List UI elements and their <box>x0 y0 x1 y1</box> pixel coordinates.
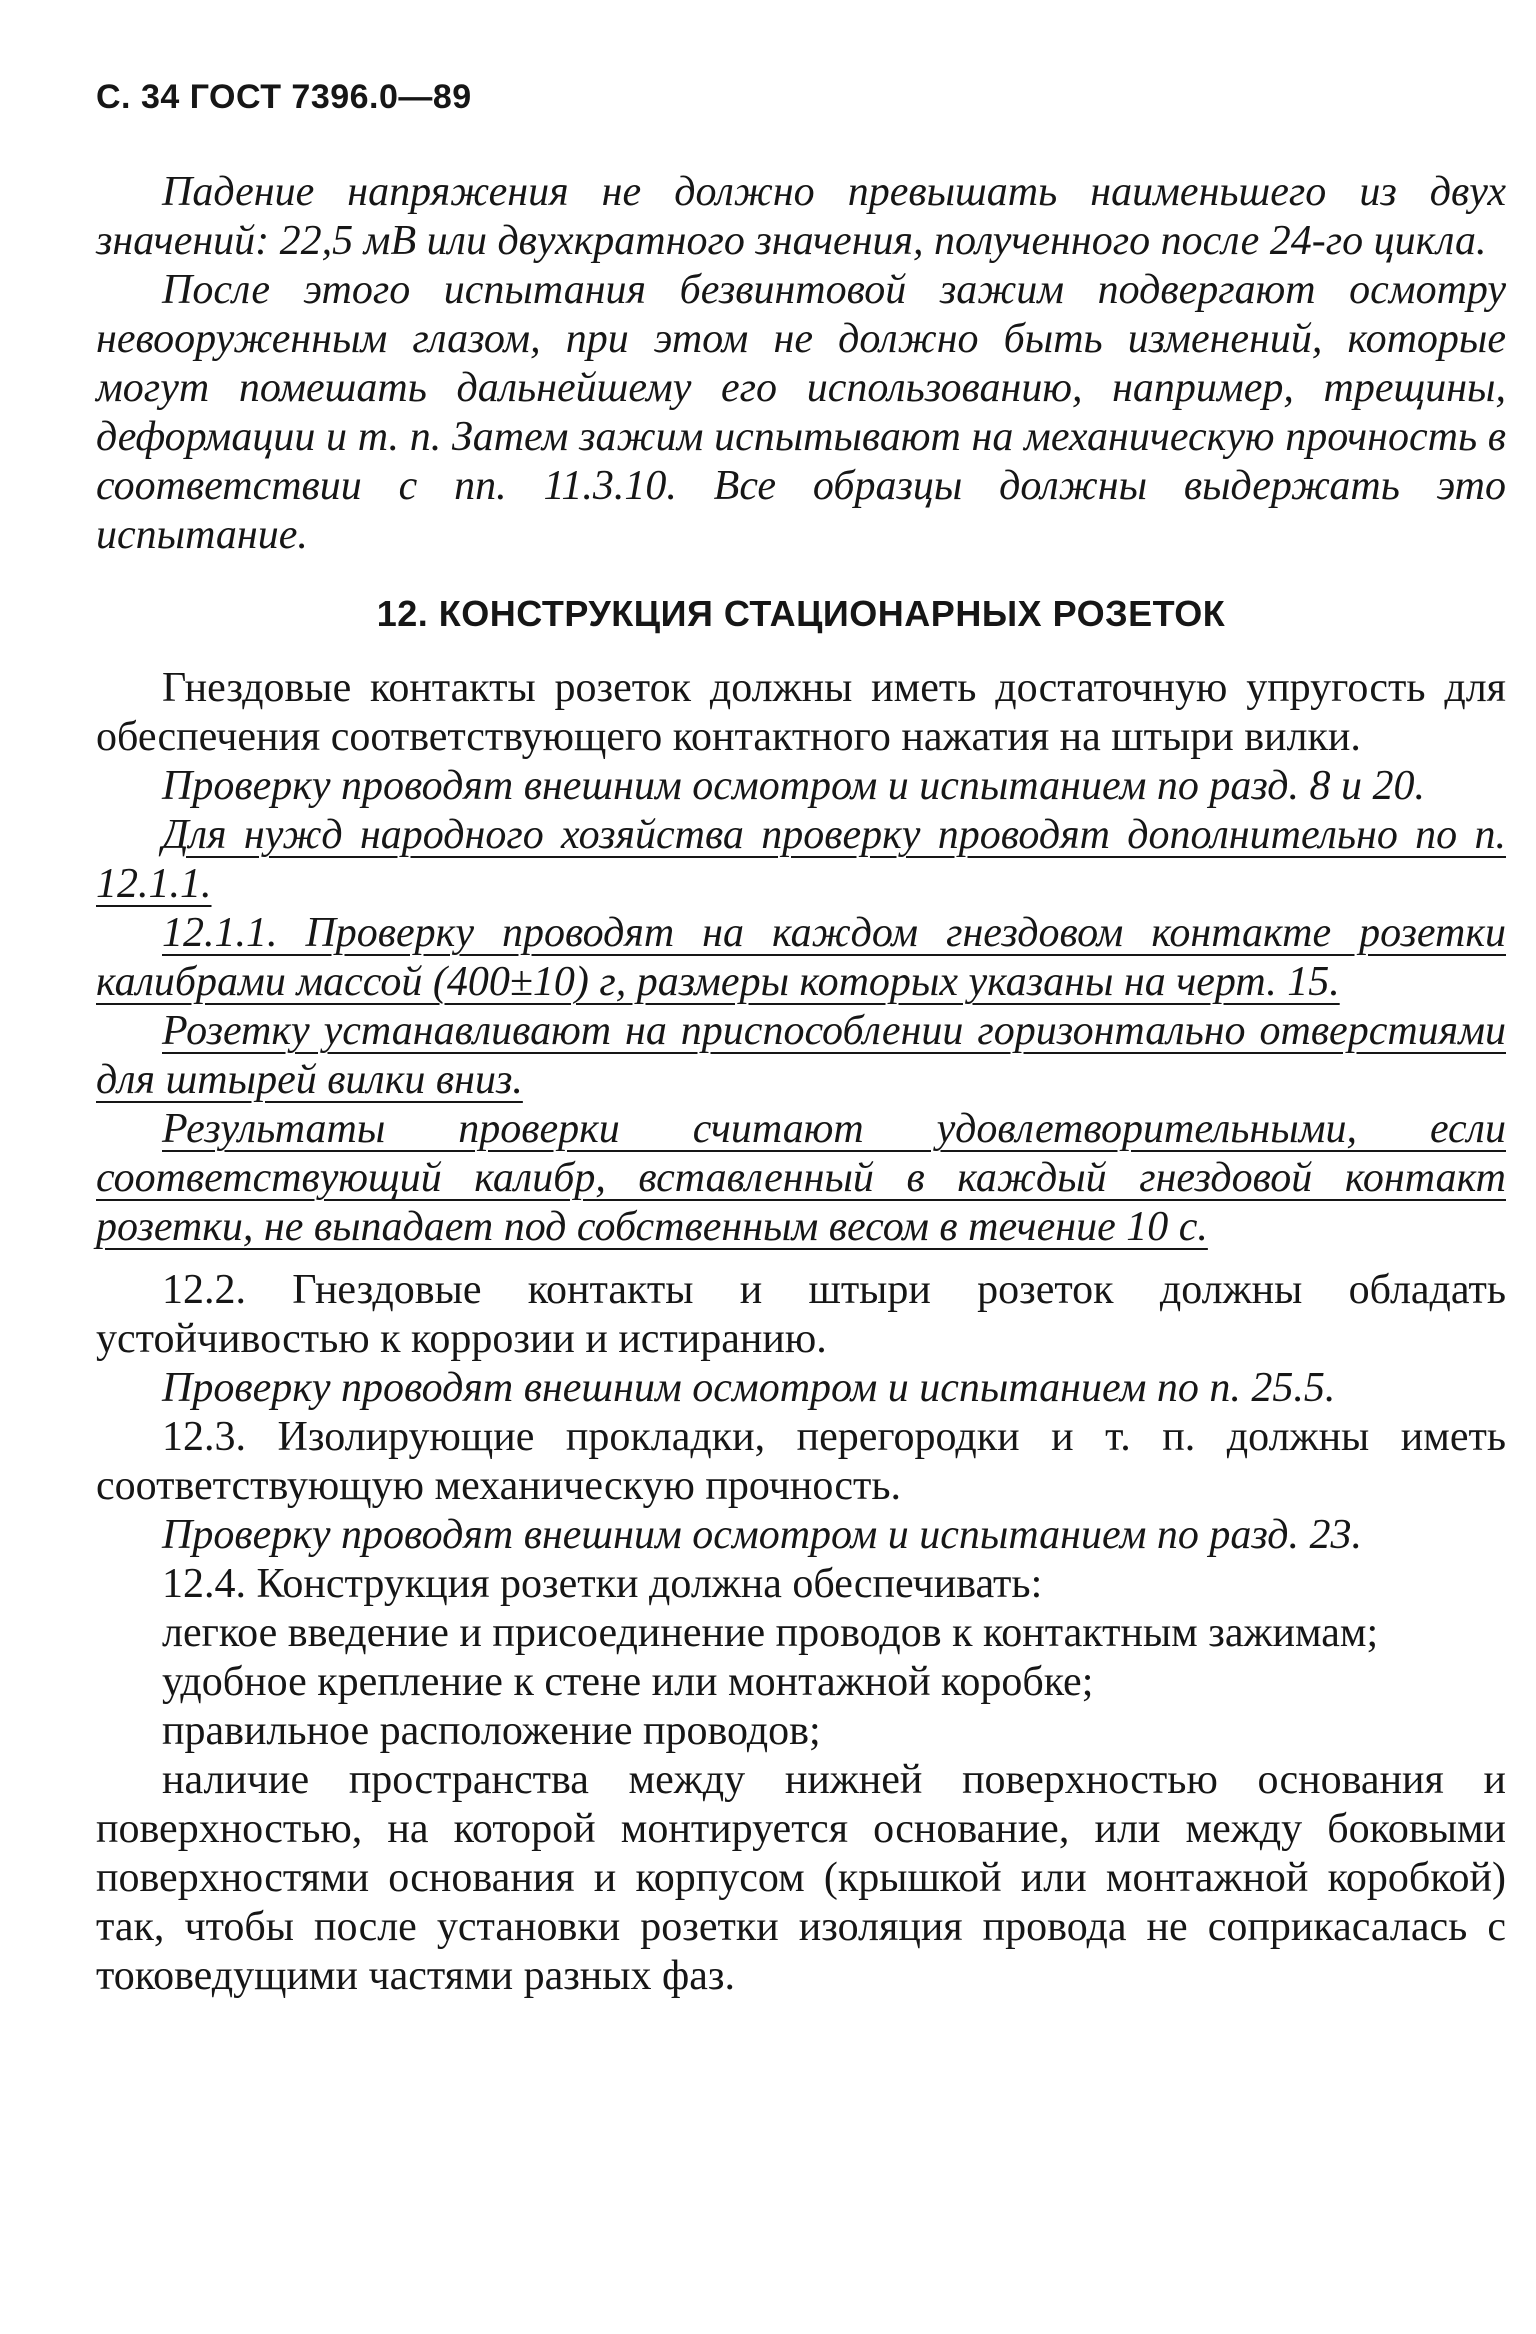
voltage-drop-paragraph: Падение напряжения не должно превышать наименьшего из двух значений: 22,5 мВ или двухкратного значения, полученного после 24-го цикла. <box>96 169 1506 264</box>
national-economy-text: Для нужд народного хозяйства проверку проводят дополнительно по п. 12.1.1. <box>96 812 1506 907</box>
national-economy-note <box>96 811 1506 909</box>
section-heading: 12. КОНСТРУКЦИЯ СТАЦИОНАРНЫХ РОЗЕТОК <box>376 593 1226 634</box>
document-body <box>96 168 1506 2001</box>
check-paragraph-1: Проверку проводят внешним осмотром и испытанием по разд. 8 и 20. <box>162 763 1425 809</box>
check-paragraph-3: Проверку проводят внешним осмотром и испытанием по разд. 23. <box>162 1512 1362 1558</box>
inspection-paragraph: После этого испытания безвинтовой зажим подвергают осмотру невооруженным глазом, при этом не должно быть изменений, которые могут помешать дальнейшему его использованию, например, трещины, деформации и т. п. Затем зажим испытывают на механическую прочность в соответствии с пп. 11.3.10. Все образцы должны выдержать это испытание. <box>96 267 1506 558</box>
clause-12-1-1-text: 12.1.1. Проверку проводят на каждом гнездовом контакте розетки калибрами массой (400±10) г, размеры которых указаны на черт. 15. <box>96 910 1506 1005</box>
requirement-item: легкое введение и присоединение проводов к контактным зажимам; <box>162 1610 1379 1656</box>
requirement-item: удобное крепление к стене или монтажной коробке; <box>162 1659 1094 1705</box>
clause-12-3: 12.3. Изолирующие прокладки, перегородки и т. п. должны иметь соответствующую механическую прочность. <box>96 1414 1506 1509</box>
results-paragraph <box>96 1105 1506 1252</box>
requirement-item: правильное расположение проводов; <box>162 1708 821 1754</box>
page-header: С. 34 ГОСТ 7396.0—89 <box>96 78 472 116</box>
clause-12-1-1 <box>96 909 1506 1007</box>
mounting-paragraph <box>96 1007 1506 1105</box>
clause-12-2: 12.2. Гнездовые контакты и штыри розеток должны обладать устойчивостью к коррозии и истиранию. <box>96 1267 1506 1362</box>
requirement-item: наличие пространства между нижней поверхностью основания и поверхностью, на которой монтируется основание, или между боковыми поверхностями основания и корпусом (крышкой или монтажной коробкой) так, чтобы после установки розетки изоляция провода не соприкасалась с токоведущими частями разных фаз. <box>96 1757 1506 1999</box>
socket-contacts-paragraph: Гнездовые контакты розеток должны иметь достаточную упругость для обеспечения соответствующего контактного нажатия на штыри вилки. <box>96 665 1506 760</box>
results-text: Результаты проверки считают удовлетворительными, если соответствующий калибр, вставленный в каждый гнездовой контакт розетки, не выпадает под собственным весом в течение 10 с. <box>96 1106 1506 1250</box>
check-paragraph-2: Проверку проводят внешним осмотром и испытанием по п. 25.5. <box>162 1365 1336 1411</box>
mounting-text: Розетку устанавливают на приспособлении горизонтально отверстиями для штырей вилки вниз. <box>96 1008 1506 1103</box>
clause-12-4: 12.4. Конструкция розетки должна обеспечивать: <box>162 1561 1043 1607</box>
